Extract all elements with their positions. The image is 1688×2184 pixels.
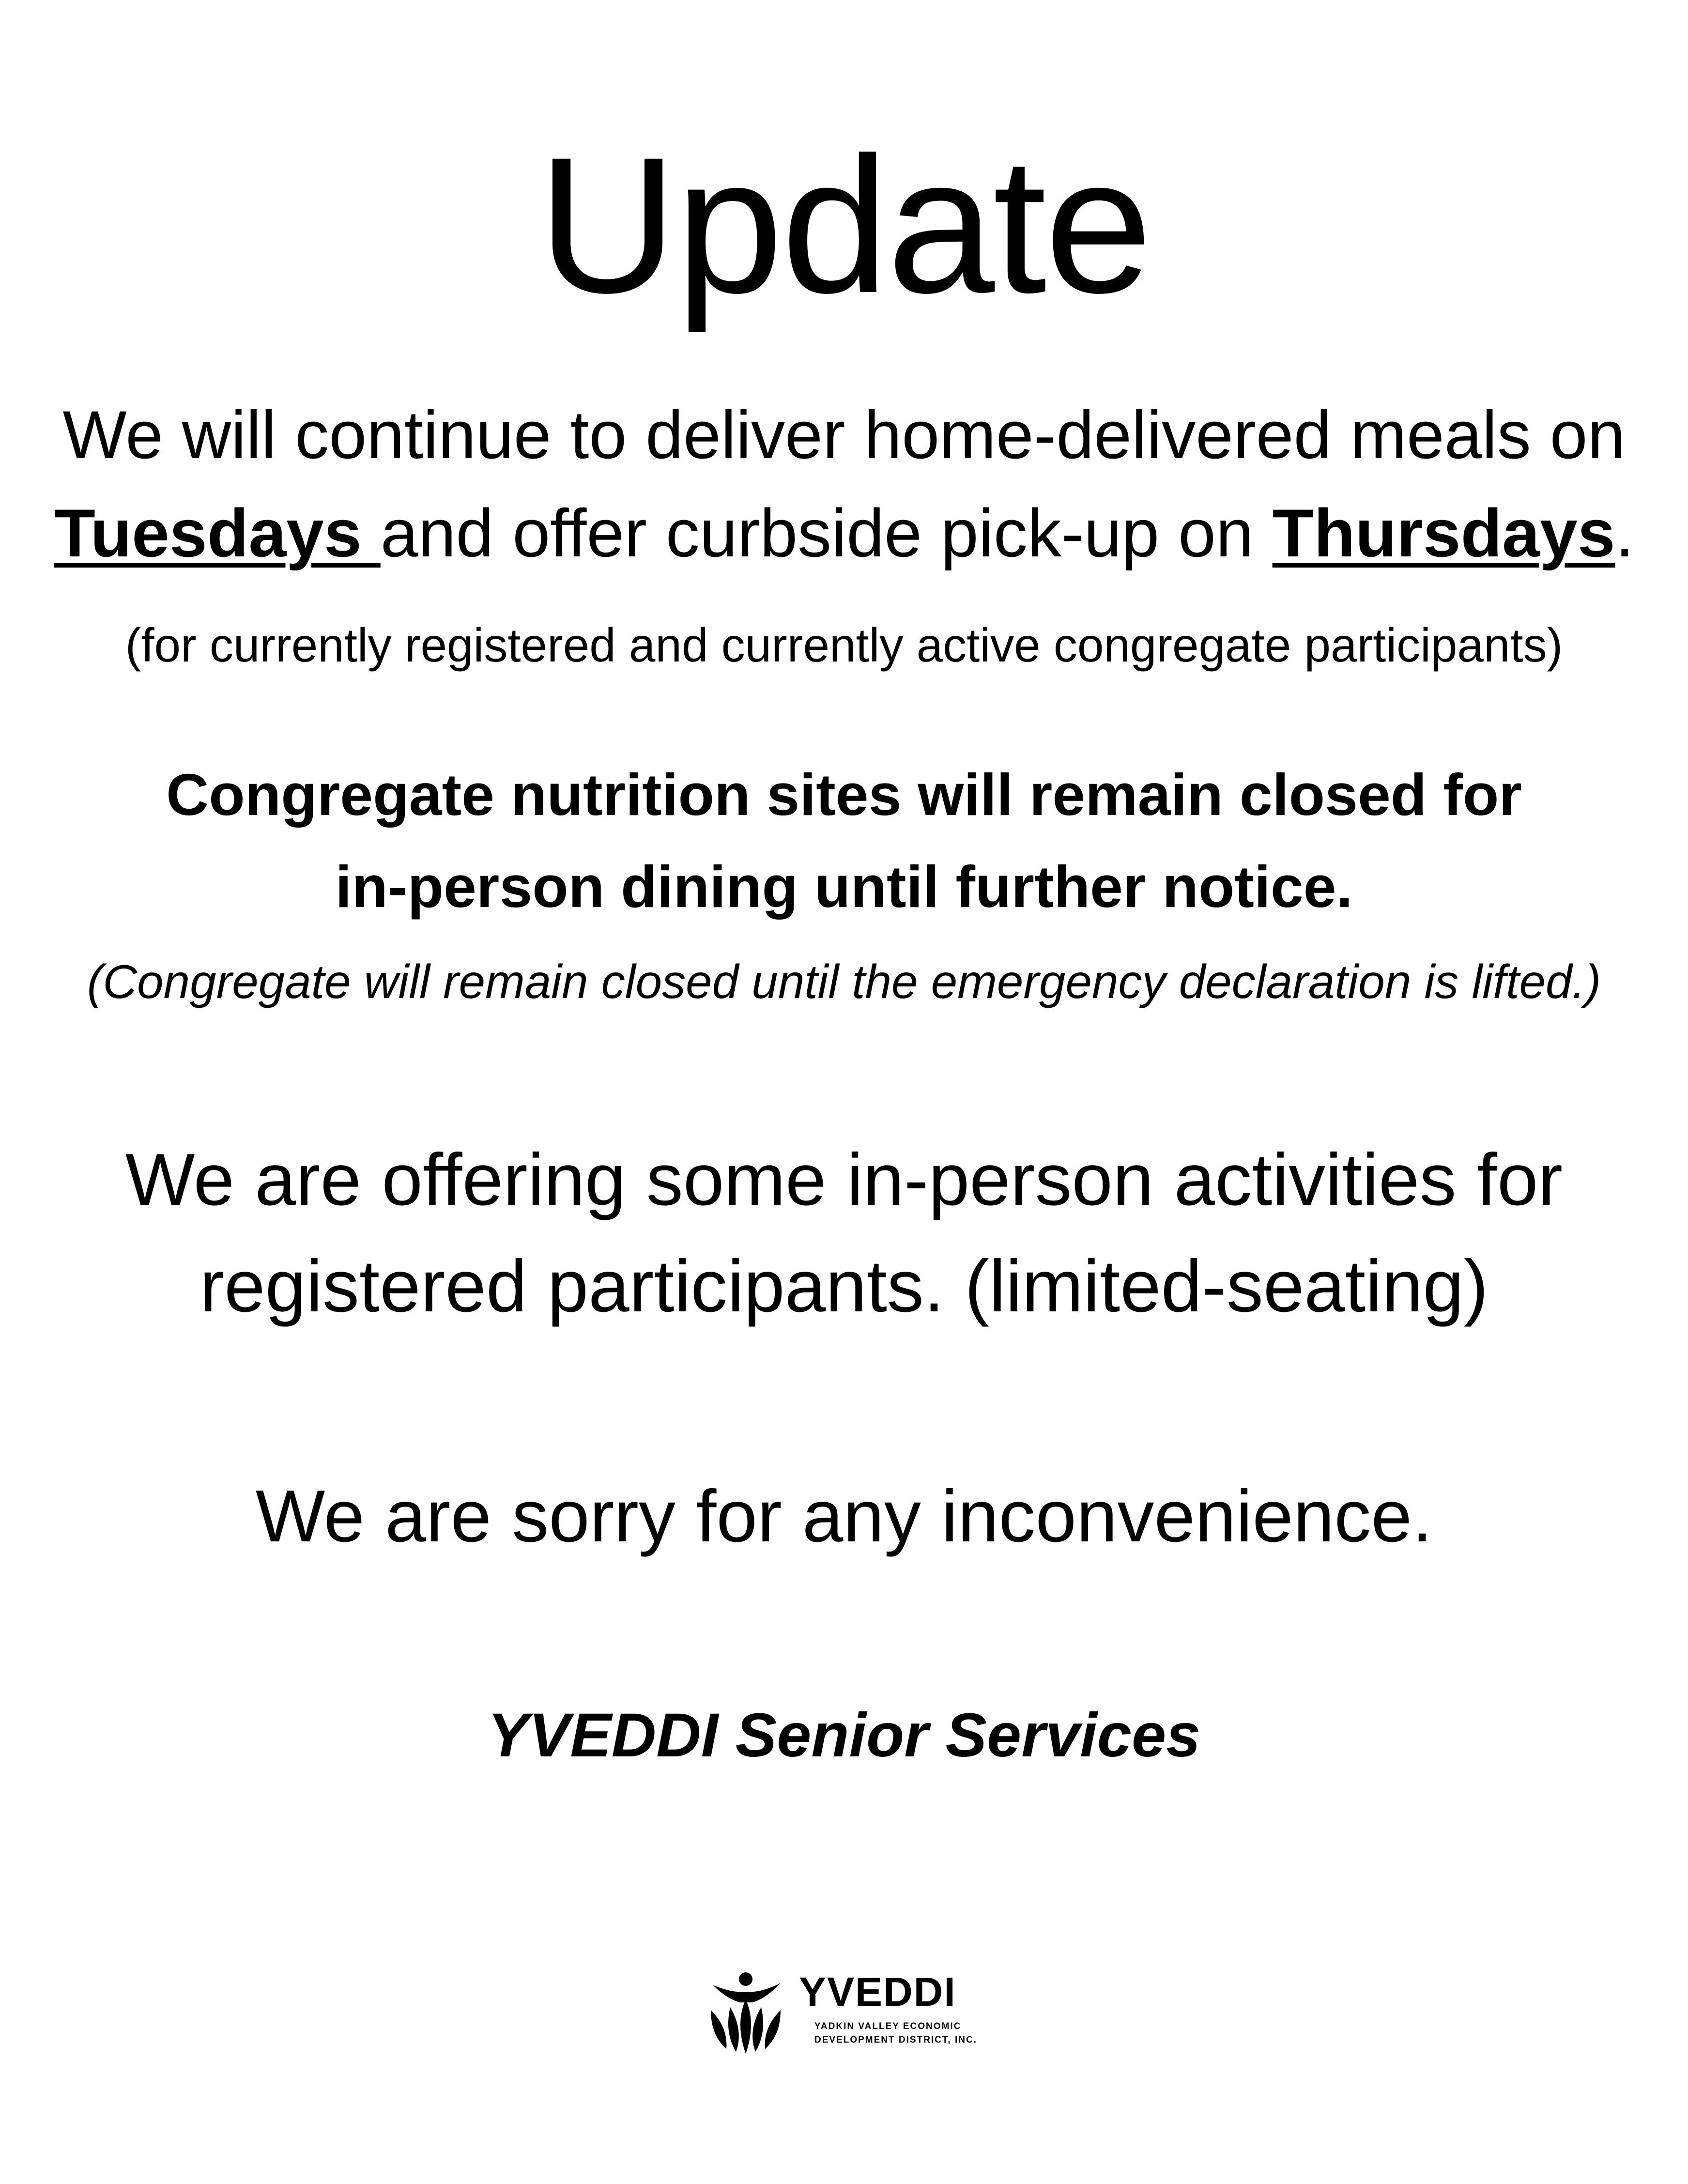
- delivery-note: (for currently registered and currently active congregate participants): [125, 618, 1563, 672]
- activities-line-2: registered participants. (limited-seating): [199, 1245, 1489, 1327]
- logo-subtitle-line-2: DEVELOPMENT DISTRICT, INC.: [814, 2035, 977, 2045]
- congregate-line-2: in-person dining until further notice.: [335, 854, 1353, 920]
- logo-wordmark: YVEDDI: [799, 1969, 956, 2015]
- congregate-note: (Congregate will remain closed until the emergency declaration is lifted.): [87, 955, 1601, 1008]
- tuesdays-label: Tuesdays: [54, 495, 381, 571]
- signature: YVEDDI Senior Services: [487, 1701, 1201, 1770]
- congregate-line-1: Congregate nutrition sites will remain closed for: [166, 762, 1522, 828]
- activities-line-1: We are offering some in-person activities for: [125, 1138, 1563, 1221]
- logo-subtitle-line-1: YADKIN VALLEY ECONOMIC: [814, 2021, 962, 2031]
- yveddi-logo-icon: [702, 1969, 794, 2056]
- thursdays-label: Thursdays: [1272, 495, 1615, 571]
- apology-text: We are sorry for any inconvenience.: [255, 1475, 1433, 1557]
- delivery-line-1: We will continue to deliver home-delivered meals on: [62, 397, 1626, 473]
- yveddi-logo: [702, 1969, 993, 2056]
- delivery-middle-text: and offer curbside pick-up on: [380, 495, 1273, 571]
- delivery-end-text: .: [1615, 495, 1634, 571]
- delivery-line-2: [0, 495, 1688, 571]
- page-title: Update: [537, 117, 1151, 333]
